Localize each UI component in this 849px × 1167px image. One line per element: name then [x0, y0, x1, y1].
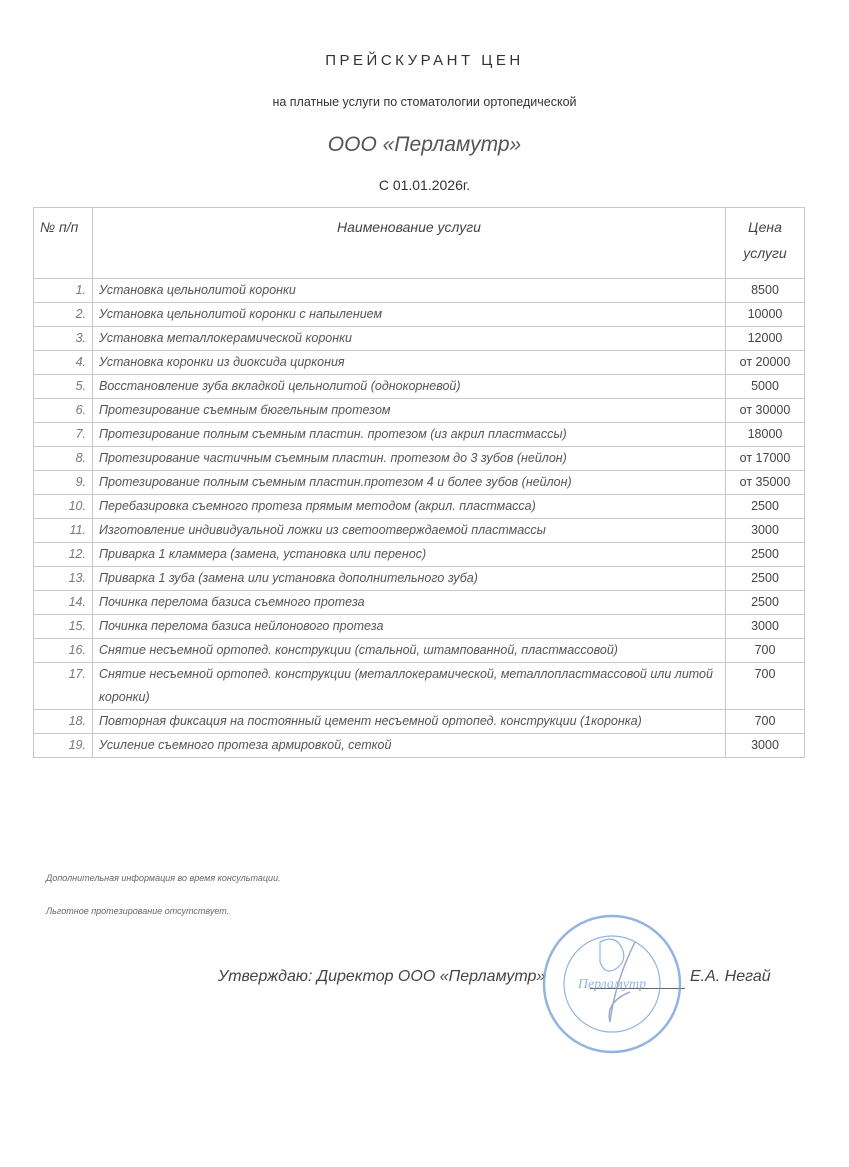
row-number: 8. — [34, 447, 93, 471]
company-stamp-icon — [540, 912, 685, 1057]
col-num-header: № п/п — [34, 208, 93, 279]
row-number: 4. — [34, 351, 93, 375]
service-price: 3000 — [726, 519, 805, 543]
service-price: 2500 — [726, 591, 805, 615]
row-number: 17. — [34, 663, 93, 710]
table-row — [34, 423, 805, 447]
row-number: 5. — [34, 375, 93, 399]
table-row — [34, 663, 805, 710]
table-row — [34, 710, 805, 734]
table-row — [34, 375, 805, 399]
note-benefits: Льготное протезирование отсутствует. — [46, 906, 230, 916]
service-price: 12000 — [726, 327, 805, 351]
service-name: Протезирование съемным бюгельным протезом — [93, 399, 726, 423]
row-number: 12. — [34, 543, 93, 567]
table-row — [34, 303, 805, 327]
service-price: 3000 — [726, 734, 805, 758]
col-name-header: Наименование услуги — [93, 208, 726, 279]
table-row — [34, 279, 805, 303]
service-name: Снятие несъемной ортопед. конструкции (металлокерамической, металлопластмассовой или литой коронки) — [93, 663, 726, 710]
service-price: 10000 — [726, 303, 805, 327]
service-name: Установка коронки из диоксида циркония — [93, 351, 726, 375]
service-price: 700 — [726, 663, 805, 710]
table-row — [34, 351, 805, 375]
row-number: 13. — [34, 567, 93, 591]
document-subtitle: на платные услуги по стоматологии ортопедической — [272, 95, 577, 109]
table-row — [34, 615, 805, 639]
service-price: 8500 — [726, 279, 805, 303]
row-number: 19. — [34, 734, 93, 758]
document-title: ПРЕЙСКУРАНТ ЦЕН — [325, 52, 524, 69]
note-consultation: Дополнительная информация во время консультации. — [46, 873, 281, 883]
service-price: 5000 — [726, 375, 805, 399]
row-number: 3. — [34, 327, 93, 351]
service-price: 2500 — [726, 495, 805, 519]
service-name: Починка перелома базиса нейлонового протеза — [93, 615, 726, 639]
service-name: Восстановление зуба вкладкой цельнолитой (однокорневой) — [93, 375, 726, 399]
service-price: от 35000 — [726, 471, 805, 495]
row-number: 1. — [34, 279, 93, 303]
row-number: 7. — [34, 423, 93, 447]
service-name: Снятие несъемной ортопед. конструкции (стальной, штампованной, пластмассовой) — [93, 639, 726, 663]
row-number: 10. — [34, 495, 93, 519]
service-price: от 20000 — [726, 351, 805, 375]
table-header-row — [34, 208, 805, 279]
table-row — [34, 327, 805, 351]
row-number: 15. — [34, 615, 93, 639]
service-name: Усиление съемного протеза армировкой, сеткой — [93, 734, 726, 758]
service-price: от 17000 — [726, 447, 805, 471]
table-row — [34, 734, 805, 758]
service-name: Починка перелома базиса съемного протеза — [93, 591, 726, 615]
service-name: Протезирование частичным съемным пластин. протезом до 3 зубов (нейлон) — [93, 447, 726, 471]
service-name: Протезирование полным съемным пластин.протезом 4 и более зубов (нейлон) — [93, 471, 726, 495]
table-row — [34, 519, 805, 543]
service-name: Перебазировка съемного протеза прямым методом (акрил. пластмасса) — [93, 495, 726, 519]
table-row — [34, 471, 805, 495]
service-name: Изготовление индивидуальной ложки из светоотверждаемой пластмассы — [93, 519, 726, 543]
col-price-header: Цена услуги — [726, 208, 805, 279]
service-name: Приварка 1 зуба (замена или установка дополнительного зуба) — [93, 567, 726, 591]
row-number: 18. — [34, 710, 93, 734]
director-name: Е.А. Негай — [690, 968, 771, 985]
row-number: 16. — [34, 639, 93, 663]
table-row — [34, 639, 805, 663]
service-price: 3000 — [726, 615, 805, 639]
price-table — [33, 207, 805, 758]
row-number: 9. — [34, 471, 93, 495]
svg-text:Перламутр: Перламутр — [577, 977, 647, 992]
service-name: Протезирование полным съемным пластин. протезом (из акрил пластмассы) — [93, 423, 726, 447]
service-price: 18000 — [726, 423, 805, 447]
table-row — [34, 399, 805, 423]
service-name: Установка цельнолитой коронки с напылением — [93, 303, 726, 327]
effective-date: С 01.01.2026г. — [378, 177, 471, 193]
service-price: 700 — [726, 639, 805, 663]
service-price: от 30000 — [726, 399, 805, 423]
row-number: 2. — [34, 303, 93, 327]
row-number: 6. — [34, 399, 93, 423]
service-price: 2500 — [726, 543, 805, 567]
table-row — [34, 447, 805, 471]
service-name: Повторная фиксация на постоянный цемент несъемной ортопед. конструкции (1коронка) — [93, 710, 726, 734]
table-row — [34, 591, 805, 615]
row-number: 11. — [34, 519, 93, 543]
approval-text: Утверждаю: Директор ООО «Перламутр» — [218, 968, 546, 985]
service-name: Установка металлокерамической коронки — [93, 327, 726, 351]
table-row — [34, 543, 805, 567]
organization-name: ООО «Перламутр» — [327, 133, 522, 156]
service-name: Приварка 1 кламмера (замена, установка или перенос) — [93, 543, 726, 567]
service-price: 700 — [726, 710, 805, 734]
service-price: 2500 — [726, 567, 805, 591]
table-row — [34, 495, 805, 519]
row-number: 14. — [34, 591, 93, 615]
table-row — [34, 567, 805, 591]
service-name: Установка цельнолитой коронки — [93, 279, 726, 303]
